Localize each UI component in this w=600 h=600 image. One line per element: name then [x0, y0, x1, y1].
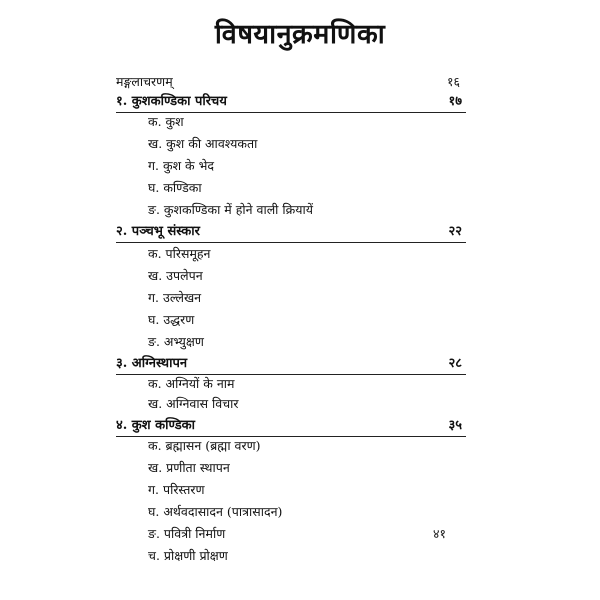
toc-entry-row [0, 134, 600, 154]
toc-entry-label: घ. उद्धरण [148, 312, 195, 327]
toc-entry-row [0, 458, 600, 478]
toc-entry-row [0, 244, 600, 264]
toc-page-number: ३५ [448, 418, 462, 433]
toc-entry-label: ३. अग्निस्थापन [116, 356, 188, 371]
toc-entry-label: ख. कुश की आवश्यकता [148, 136, 258, 151]
toc-entry-row [0, 72, 600, 92]
toc-entry-label: ख. उपलेपन [148, 268, 203, 283]
toc-entry-label: ङ. कुशकण्डिका में होने वाली क्रियायें [148, 202, 313, 217]
toc-entry-row [0, 200, 600, 220]
toc-entry-row [0, 310, 600, 330]
toc-entry-row [0, 266, 600, 286]
toc-entry-row [0, 436, 600, 456]
toc-entry-row [0, 178, 600, 198]
toc-entry-label: ग. उल्लेखन [148, 290, 202, 305]
toc-entry-label: क. कुश [148, 114, 184, 129]
toc-page-number: २८ [448, 356, 462, 371]
toc-entry-label: १. कुशकण्डिका परिचय [116, 94, 227, 109]
toc-entry-label: २. पञ्चभू संस्कार [116, 224, 200, 239]
toc-entry-label: क. ब्रह्मासन (ब्रह्मा वरण) [148, 438, 261, 453]
toc-entry-row [0, 112, 600, 132]
toc-entry-label: ङ. अभ्युक्षण [148, 334, 204, 349]
toc-entry-row [0, 374, 600, 394]
toc-entry-label: ४. कुश कण्डिका [116, 418, 195, 433]
toc-page-number: १६ [446, 74, 460, 89]
toc-entry-label: ङ. पवित्री निर्माण [148, 526, 226, 541]
toc-entry-label: च. प्रोक्षणी प्रोक्षण [148, 548, 228, 563]
section-rule [116, 242, 466, 243]
toc-entry-label: घ. अर्थवदासादन (पात्रासादन) [148, 504, 283, 519]
toc-entry-row [0, 332, 600, 352]
toc-entry-row [0, 156, 600, 176]
toc-entry-label: ग. कुश के भेद [148, 158, 215, 173]
toc-page-number: १७ [448, 94, 462, 109]
page-title: विषयानुक्रमणिका [214, 19, 386, 50]
toc-entry-label: घ. कण्डिका [148, 180, 202, 195]
toc-entry-row [0, 502, 600, 522]
toc-entry-label: मङ्गलाचरणम् [116, 74, 173, 89]
toc-section-row [0, 354, 600, 374]
toc-page-number: ४१ [432, 526, 446, 541]
toc-section-row [0, 92, 600, 112]
toc-entry-row [0, 288, 600, 308]
toc-section-row [0, 222, 600, 242]
toc-entry-label: क. परिसमूहन [148, 246, 211, 261]
toc-entry-row [0, 394, 600, 414]
toc-entry-row [0, 524, 600, 544]
toc-entry-label: क. अग्नियों के नाम [148, 376, 235, 391]
toc-page-number: २२ [448, 224, 462, 239]
toc-entry-label: ख. प्रणीता स्थापन [148, 460, 230, 475]
toc-entry-row [0, 480, 600, 500]
toc-entry-label: ख. अग्निवास विचार [148, 396, 239, 411]
toc-entry-row [0, 546, 600, 566]
toc-entry-label: ग. परिस्तरण [148, 482, 205, 497]
toc-section-row [0, 416, 600, 436]
